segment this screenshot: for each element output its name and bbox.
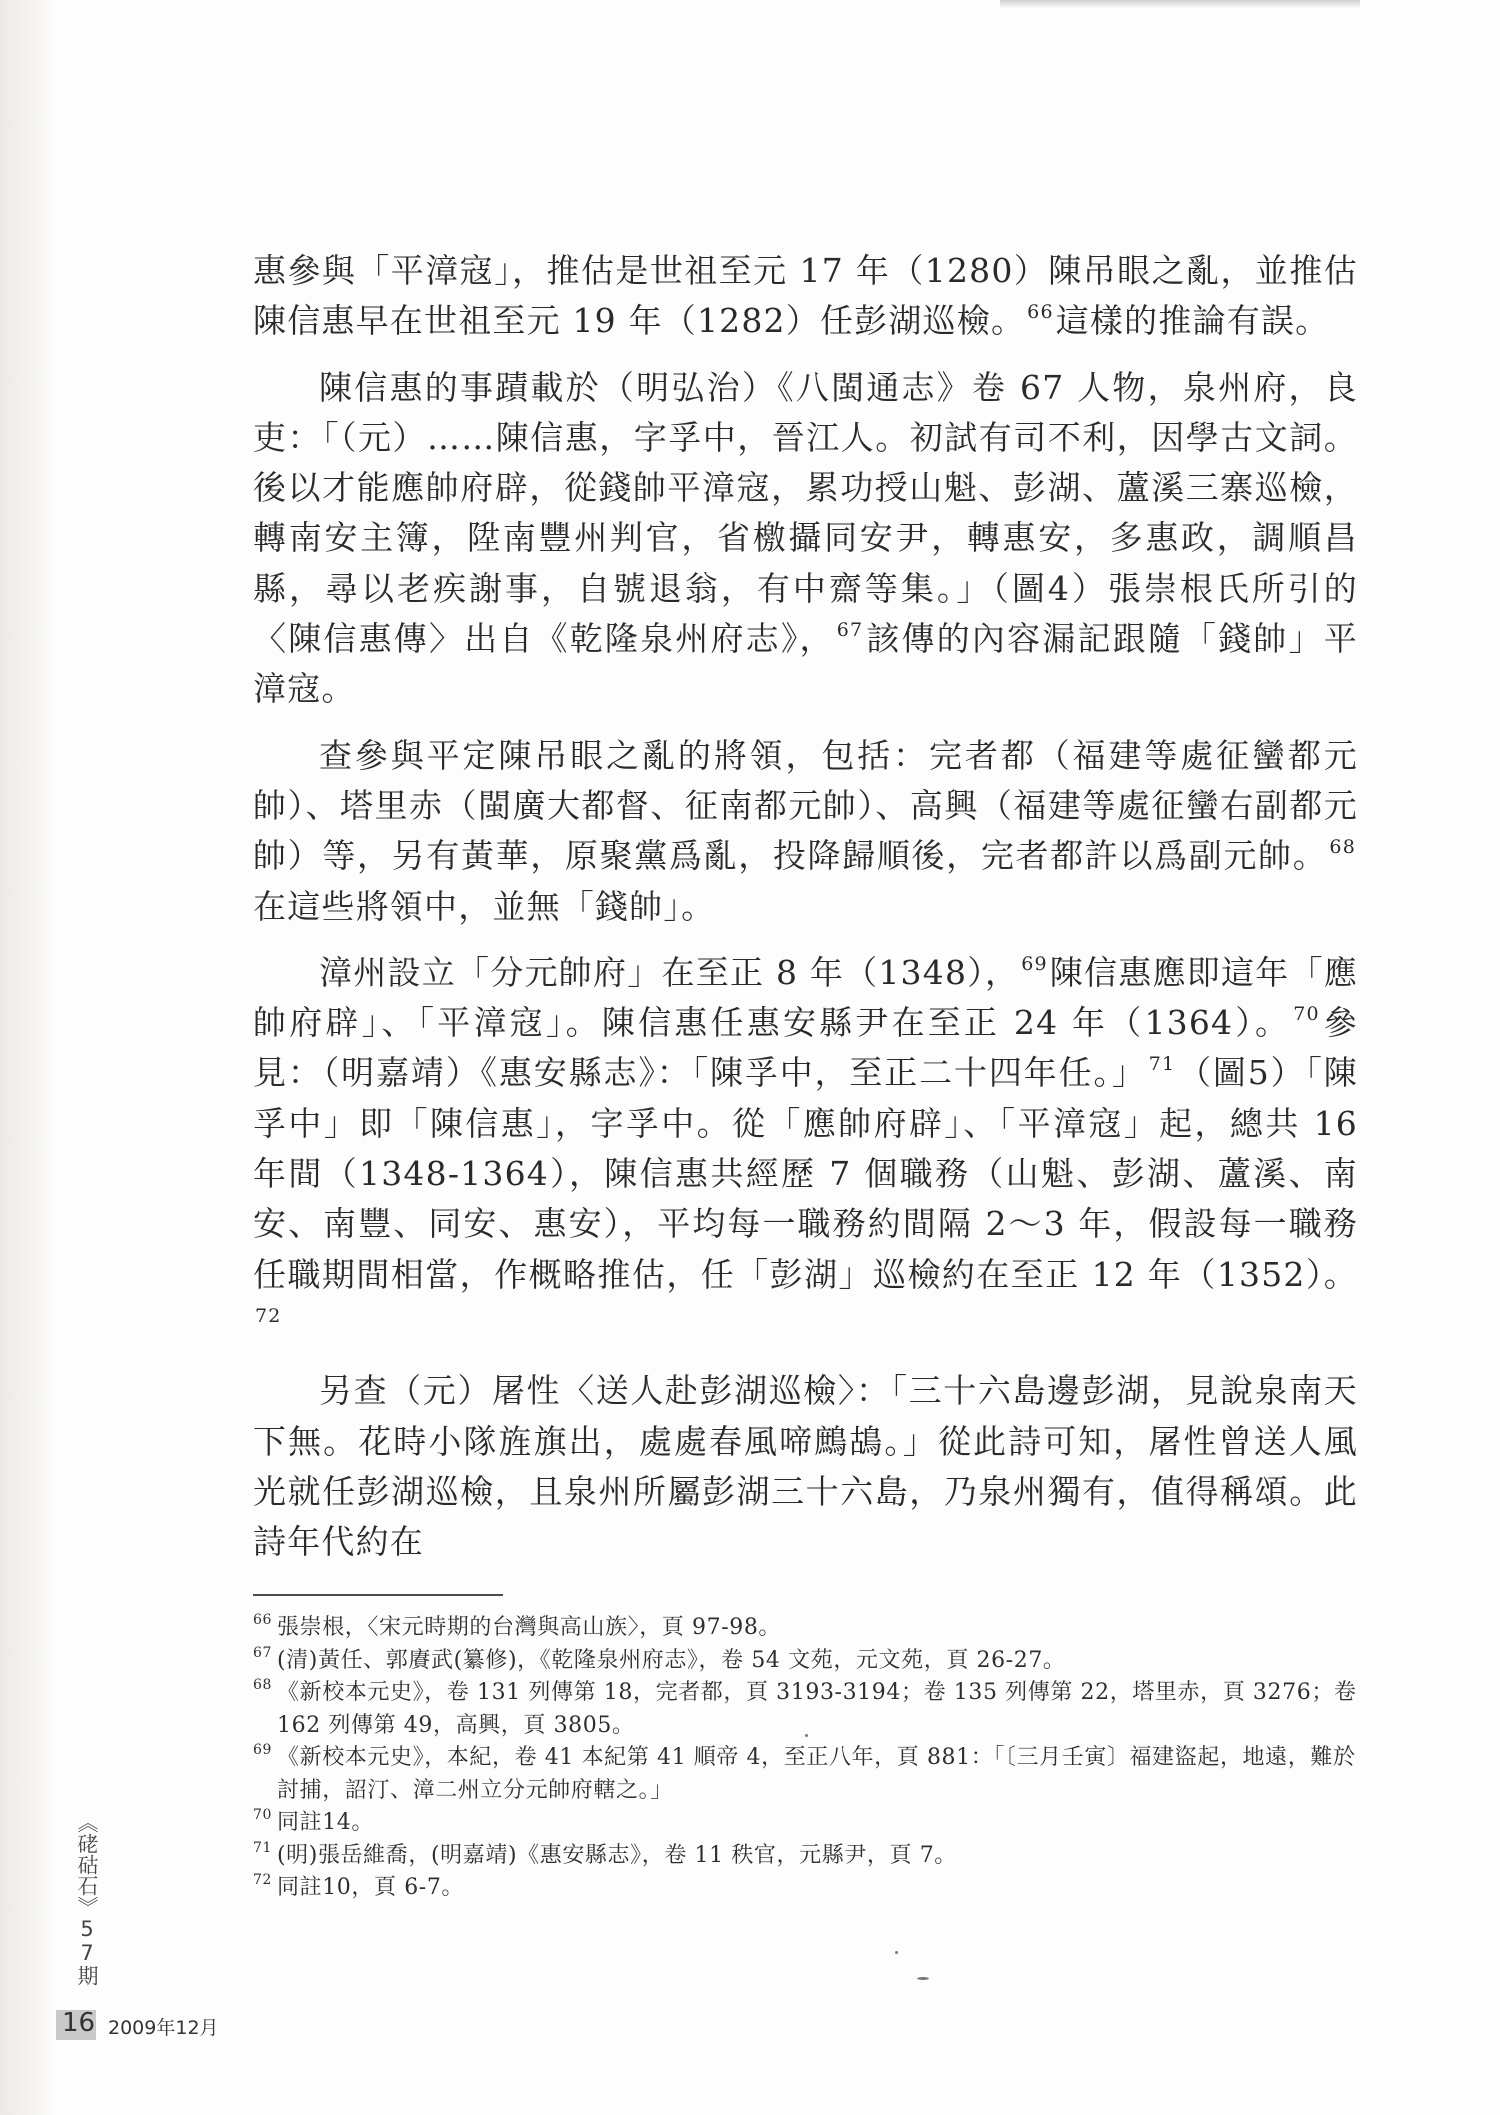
scan-edge-shadow [0, 0, 56, 2115]
scan-speck [917, 1977, 929, 1980]
scan-speck [805, 1734, 808, 1737]
page-number: 16 [62, 2008, 96, 2038]
scan-speck [895, 1951, 898, 1954]
footnote-ref-68[interactable]: 68 [1329, 836, 1356, 859]
footnote-72: 72 同註10，頁 6-7。 [253, 1872, 465, 1900]
paragraph-4: 漳州設立「分元帥府」在至正 8 年（1348）， $^{69}$陳信惠應即這年「應帥府辟」、「平漳寇」。陳信惠任惠安縣尹在至正 24 年（1364）。 $^{70}$參見：（明嘉靖）《惠安縣志》：「陳孚中，至正二十四年任。」 $^{71}$（圖5）「陳孚中」即「陳信惠」，字孚中。從「應帥府辟」、「平漳寇」起，總共 16 年間（1348-1364），陳信惠共經歷 7 個職務（山魁、彭湖、蘆溪、南安、南豐、同安、惠安），平均每一職務約間隔 2～3 年，假設每一職務任職期間相當，作概略推估，任「彭湖」巡檢約在至正 12 年（1352）。$^{72}$ [253, 952, 1358, 1327]
footnote-68: 68 《新校本元史》，卷 131 列傳第 18，完者都，頁 3193-3194；卷 135 列傳第 22，塔里赤，頁 3276；卷 162 列傳第 49，高興，頁 3805。 [253, 1677, 1357, 1738]
footnote-ref-70[interactable]: 70 [1293, 1003, 1320, 1026]
footnote-67: 67 (清)黃任、郭賡武(纂修)，《乾隆泉州府志》，卷 54 文苑，元文苑，頁 26-27。 [253, 1644, 1066, 1673]
paragraph-2: 陳信惠的事蹟載於（明弘治）《八閩通志》卷 67 人物，泉州府，良吏：「（元）……陳信惠，字孚中，晉江人。初試有司不利，因學古文詞。後以才能應帥府辟，從錢帥平漳寇，累功授山魁、彭湖、蘆溪三寨巡檢，轉南安主簿，陞南豐州判官，省檄攝同安尹，轉惠安，多惠政，調順昌縣，尋以老疾謝事，自號退翁，有中齋等集。」（圖4）張崇根氏所引的〈陳信惠傳〉出自《乾隆泉州府志》， $^{67}$該傳的內容漏記跟隨「錢帥」平漳寇。 [253, 367, 1358, 709]
footnote-66: 66 張崇根，〈宋元時期的台灣與高山族〉，頁 97-98。 [253, 1612, 782, 1640]
footnote-ref-69[interactable]: 69 [1021, 952, 1048, 975]
footnote-ref-71[interactable]: 71 [1148, 1053, 1176, 1076]
footnotes [253, 1612, 1358, 1905]
footnote-divider [253, 1594, 503, 1596]
scan-artifact [1000, 0, 1360, 8]
paragraph-3: 查參與平定陳吊眼之亂的將領，包括：完者都（福建等處征蠻都元帥）、塔里赤（閩廣大都督、征南都元帥）、高興（福建等處征蠻右副都元帥）等，另有黃華，原聚黨爲亂，投降歸順後，完者都許以爲副元帥。 $^{68}$在這些將領中，並無「錢帥」。 [253, 735, 1358, 926]
issue-date: 2009年12月 [108, 2017, 219, 2039]
footnote-69: 69 《新校本元史》，本紀，卷 41 本紀第 41 順帝 4，至正八年，頁 881：「〔三月壬寅〕福建盜起，地遠，難於討捕，詔汀、漳二州立分元帥府轄之。」 [253, 1742, 1356, 1803]
footnote-70: 70 同註14。 [253, 1807, 374, 1835]
paragraph-5: 另查（元）屠性〈送人赴彭湖巡檢〉：「三十六島邊彭湖，見說泉南天下無。花時小隊旌旗出，處處春風啼鷓鴣。」從此詩可知，屠性曾送人風光就任彭湖巡檢，且泉州所屬彭湖三十六島，乃泉州獨有，值得稱頌。此詩年代約在 [253, 1371, 1358, 1562]
journal-title: 《硓𥑮石》57期 [75, 1812, 99, 1986]
body-text [253, 246, 1358, 1567]
paragraph-1: 惠參與「平漳寇」，推估是世祖至元 17 年（1280）陳吊眼之亂，並推估陳信惠早在世祖至元 19 年（1282）任彭湖巡檢。 $^{66}$這樣的推論有誤。 [253, 251, 1358, 341]
footnote-ref-66[interactable]: 66 [1027, 301, 1054, 324]
footnote-ref-67[interactable]: 67 [836, 619, 864, 642]
footnote-ref-72[interactable]: 72 [255, 1304, 282, 1327]
footnote-71: 71 (明)張岳維喬，(明嘉靖)《惠安縣志》，卷 11 秩官，元縣尹，頁 7。 [253, 1839, 957, 1868]
